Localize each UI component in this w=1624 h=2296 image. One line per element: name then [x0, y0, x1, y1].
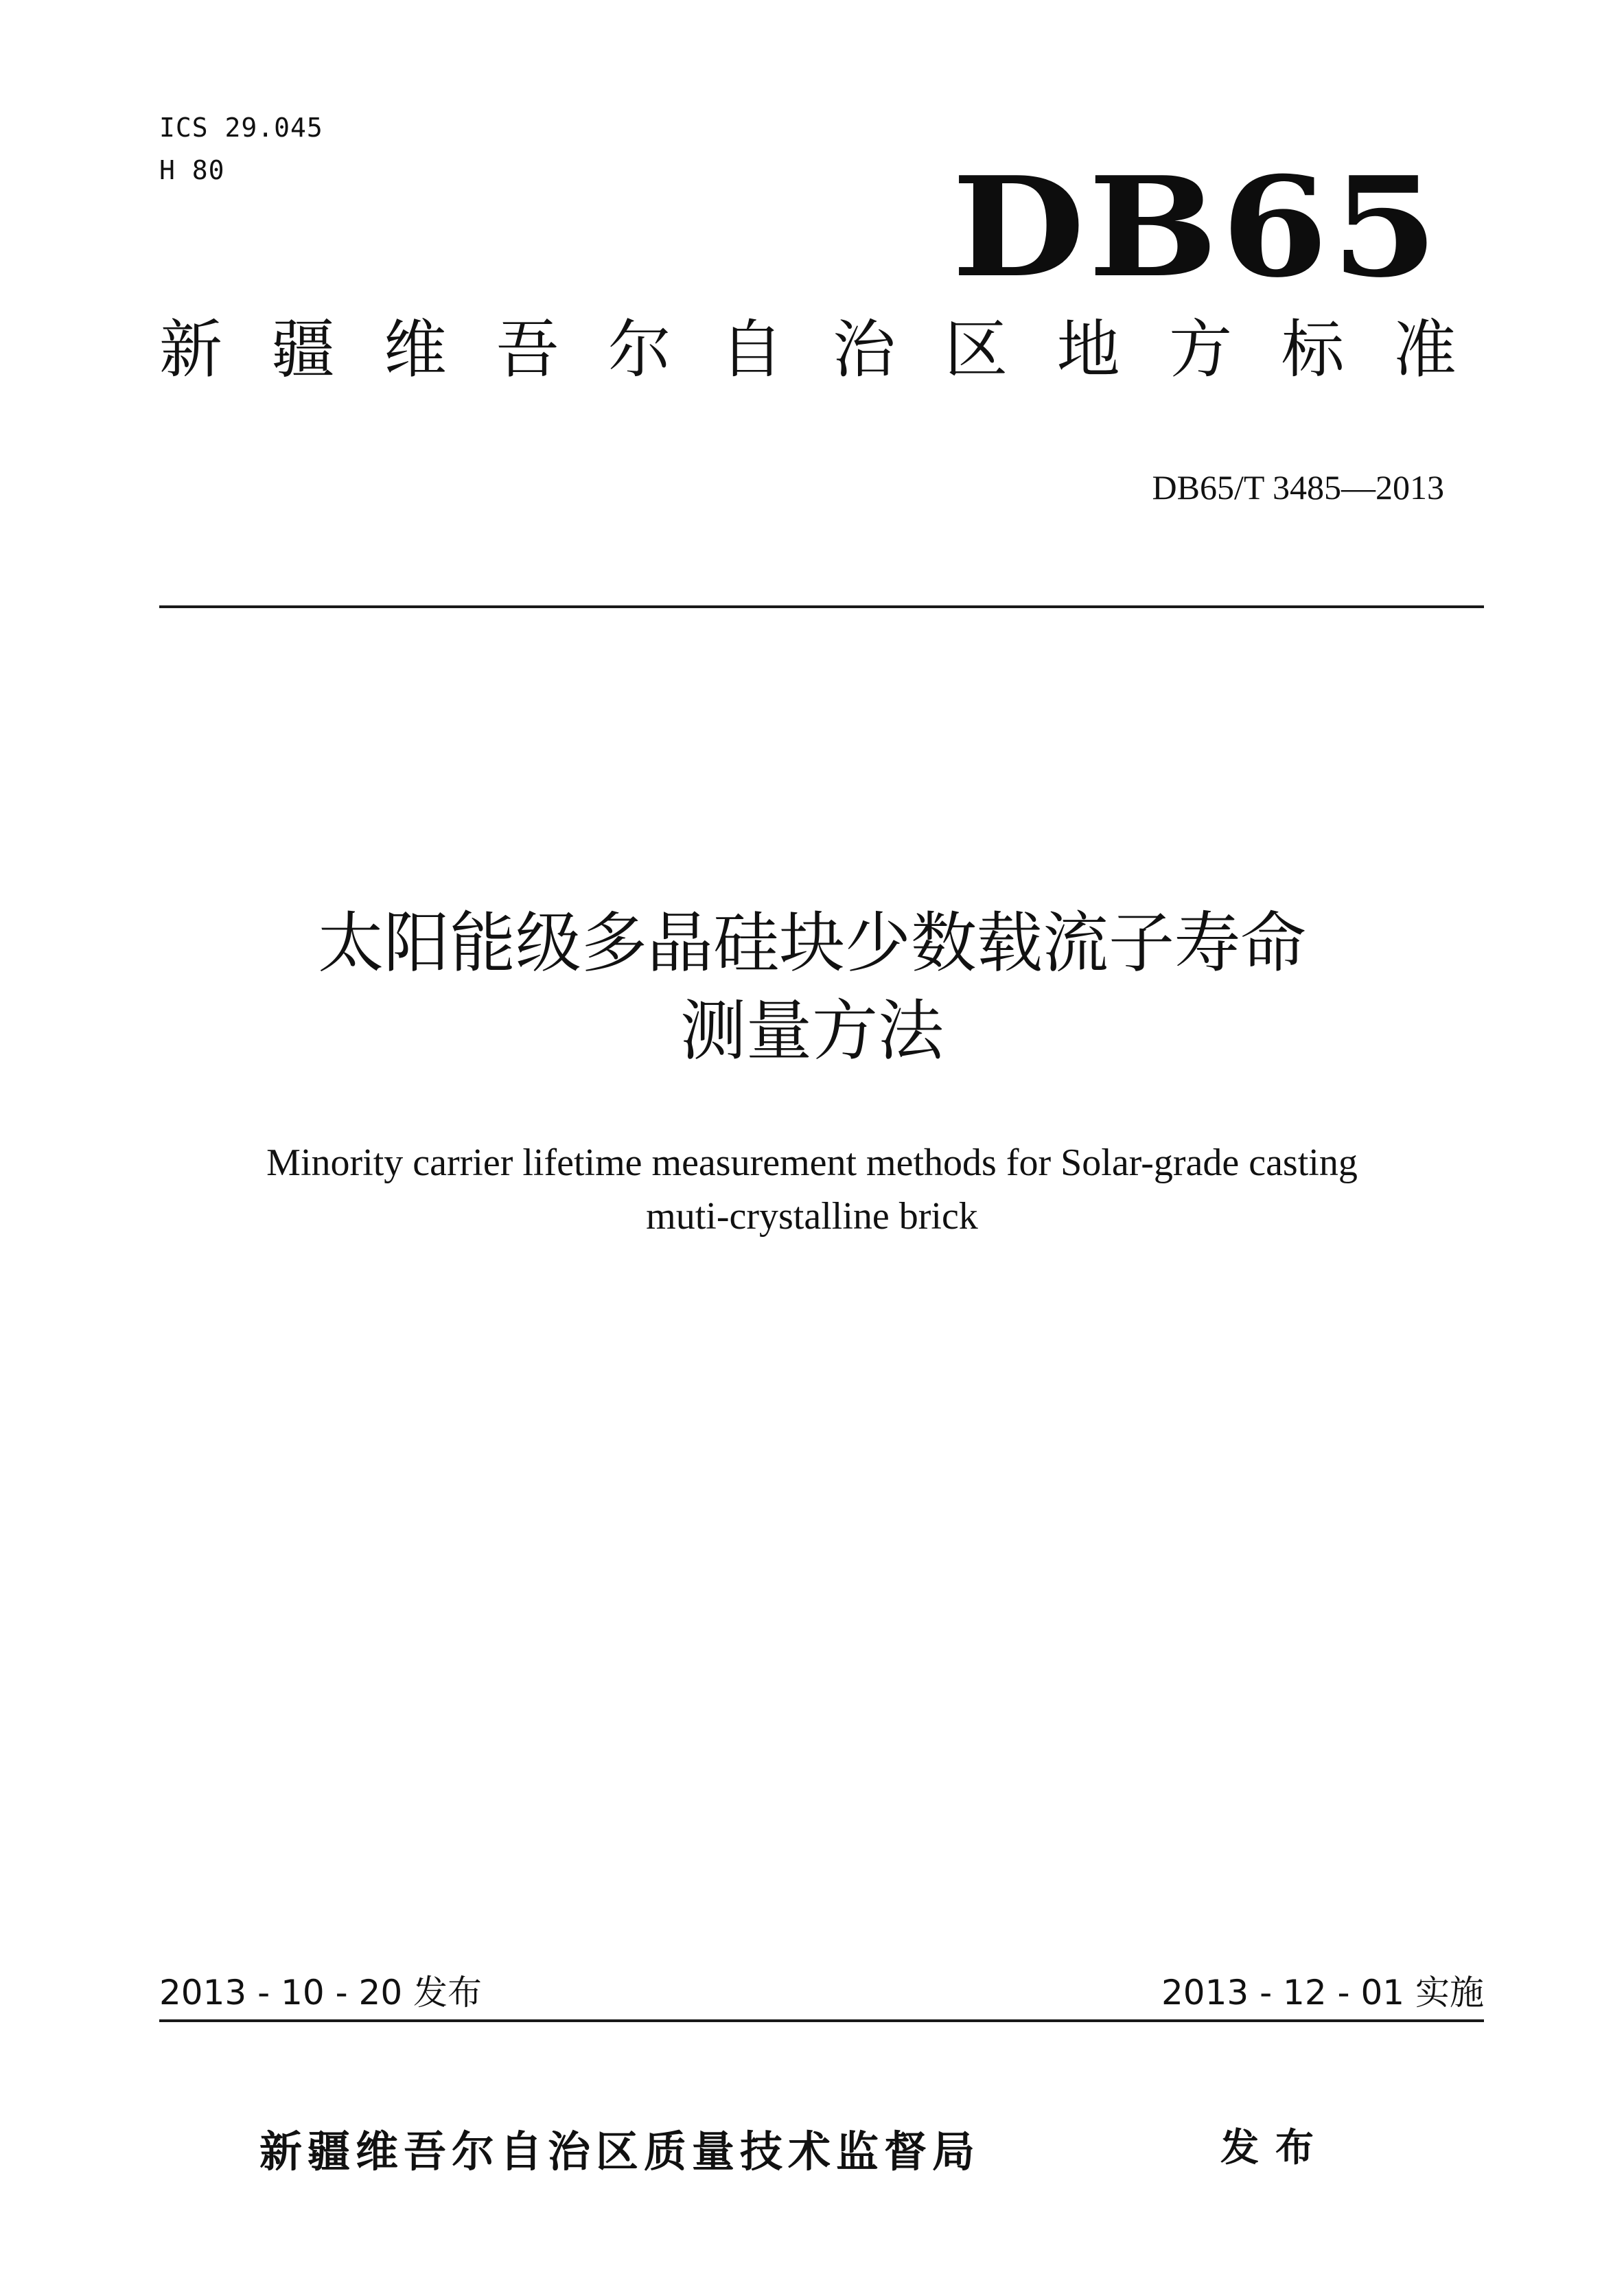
standard-logo: DB65: [951, 147, 1441, 308]
chinese-title-line: 太阳能级多晶硅块少数载流子寿命: [318, 905, 1306, 982]
standard-type-char: 自: [720, 313, 784, 386]
english-title-line: Minority carrier lifetime measurement methods for Solar-grade casting: [266, 1141, 1358, 1184]
standard-type-char: 准: [1393, 313, 1457, 386]
standard-type: [159, 309, 1457, 391]
standard-type-char: 标: [1281, 313, 1345, 386]
standard-code: DB65/T 3485—2013: [1152, 468, 1444, 507]
ics-number: ICS 29.045: [159, 113, 323, 143]
standard-type-char: 方: [1169, 313, 1233, 386]
standard-type-char: 地: [1056, 313, 1120, 386]
english-title-line: muti-crystalline brick: [646, 1195, 978, 1238]
chinese-title: [0, 899, 1624, 1075]
publish-label: 发布: [1220, 2126, 1330, 2170]
classification-code: H 80: [159, 155, 225, 185]
top-divider: [159, 605, 1484, 608]
standard-type-char: 新: [159, 313, 223, 386]
bottom-divider: [159, 2019, 1484, 2022]
standard-type-char: 吾: [496, 313, 559, 386]
standard-type-char: 治: [832, 313, 896, 386]
ics-block: [159, 106, 323, 192]
standard-type-char: 疆: [271, 313, 335, 386]
standard-type-char: 维: [383, 313, 447, 386]
standard-type-char: 尔: [607, 313, 671, 386]
standard-type-char: 区: [944, 313, 1008, 386]
implementation-date: 2013 - 12 - 01 实施: [1161, 1973, 1484, 2013]
chinese-title-line: 测量方法: [680, 993, 944, 1069]
english-title: [0, 1136, 1624, 1243]
publisher-name: 新疆维吾尔自治区质量技术监督局: [259, 2126, 981, 2177]
issue-date: 2013 - 10 - 20 发布: [159, 1973, 483, 2013]
